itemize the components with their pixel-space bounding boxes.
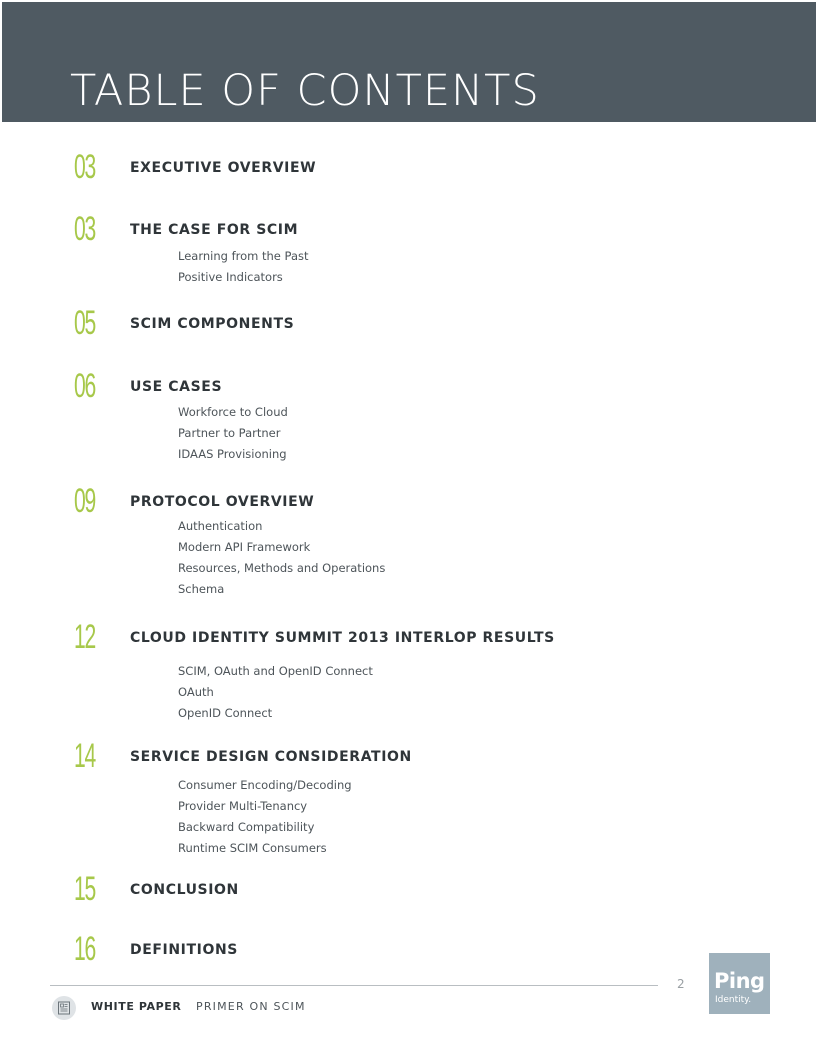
logo-subtext: Identity. [715,995,752,1005]
toc-heading[interactable]: PROTOCOL OVERVIEW [130,494,315,510]
footer-doc-title: PRIMER ON SCIM [196,1000,306,1013]
toc-heading[interactable]: USE CASES [130,379,223,395]
toc-subitem[interactable]: SCIM, OAuth and OpenID Connect [178,664,373,678]
toc-page-number: 12 [74,618,95,656]
toc-page-number: 14 [74,737,95,775]
toc-page-number: 09 [74,482,95,520]
page-title: TABLE OF CONTENTS [70,66,540,116]
toc-page-number: 15 [74,870,95,908]
toc-subitem[interactable]: Modern API Framework [178,540,311,554]
toc-subitem[interactable]: Workforce to Cloud [178,405,288,419]
toc-subitem[interactable]: OpenID Connect [178,706,273,720]
toc-heading[interactable]: DEFINITIONS [130,942,238,958]
toc-page-number: 05 [74,304,95,342]
toc-heading[interactable]: THE CASE FOR SCIM [130,222,299,238]
toc-page-number: 06 [74,367,95,405]
ping-identity-logo [709,953,770,1014]
toc-subitem[interactable]: Positive Indicators [178,270,283,284]
toc-subitem[interactable]: Schema [178,582,225,596]
page-number: 2 [677,977,685,991]
toc-heading[interactable]: SERVICE DESIGN CONSIDERATION [130,749,412,765]
toc-subitem[interactable]: Learning from the Past [178,249,309,263]
toc-subitem[interactable]: Runtime SCIM Consumers [178,841,327,855]
toc-subitem[interactable]: Backward Compatibility [178,820,315,834]
logo-wordmark: Ping [714,969,765,993]
document-icon [52,996,76,1020]
toc-page-number: 16 [74,930,95,968]
toc-subitem[interactable]: Partner to Partner [178,426,281,440]
toc-subitem[interactable]: OAuth [178,685,214,699]
toc-heading[interactable]: EXECUTIVE OVERVIEW [130,160,317,176]
toc-heading[interactable]: SCIM COMPONENTS [130,316,295,332]
toc-subitem[interactable]: IDAAS Provisioning [178,447,287,461]
toc-heading[interactable]: CONCLUSION [130,882,239,898]
footer-label: WHITE PAPER [91,1000,182,1013]
toc-subitem[interactable]: Resources, Methods and Operations [178,561,386,575]
toc-page-number: 03 [74,210,95,248]
toc-heading[interactable]: CLOUD IDENTITY SUMMIT 2013 INTERLOP RESULTS [130,630,555,646]
toc-page-number: 03 [74,148,95,186]
footer-divider [50,985,658,986]
toc-subitem[interactable]: Authentication [178,519,263,533]
toc-subitem[interactable]: Consumer Encoding/Decoding [178,778,352,792]
toc-subitem[interactable]: Provider Multi-Tenancy [178,799,308,813]
